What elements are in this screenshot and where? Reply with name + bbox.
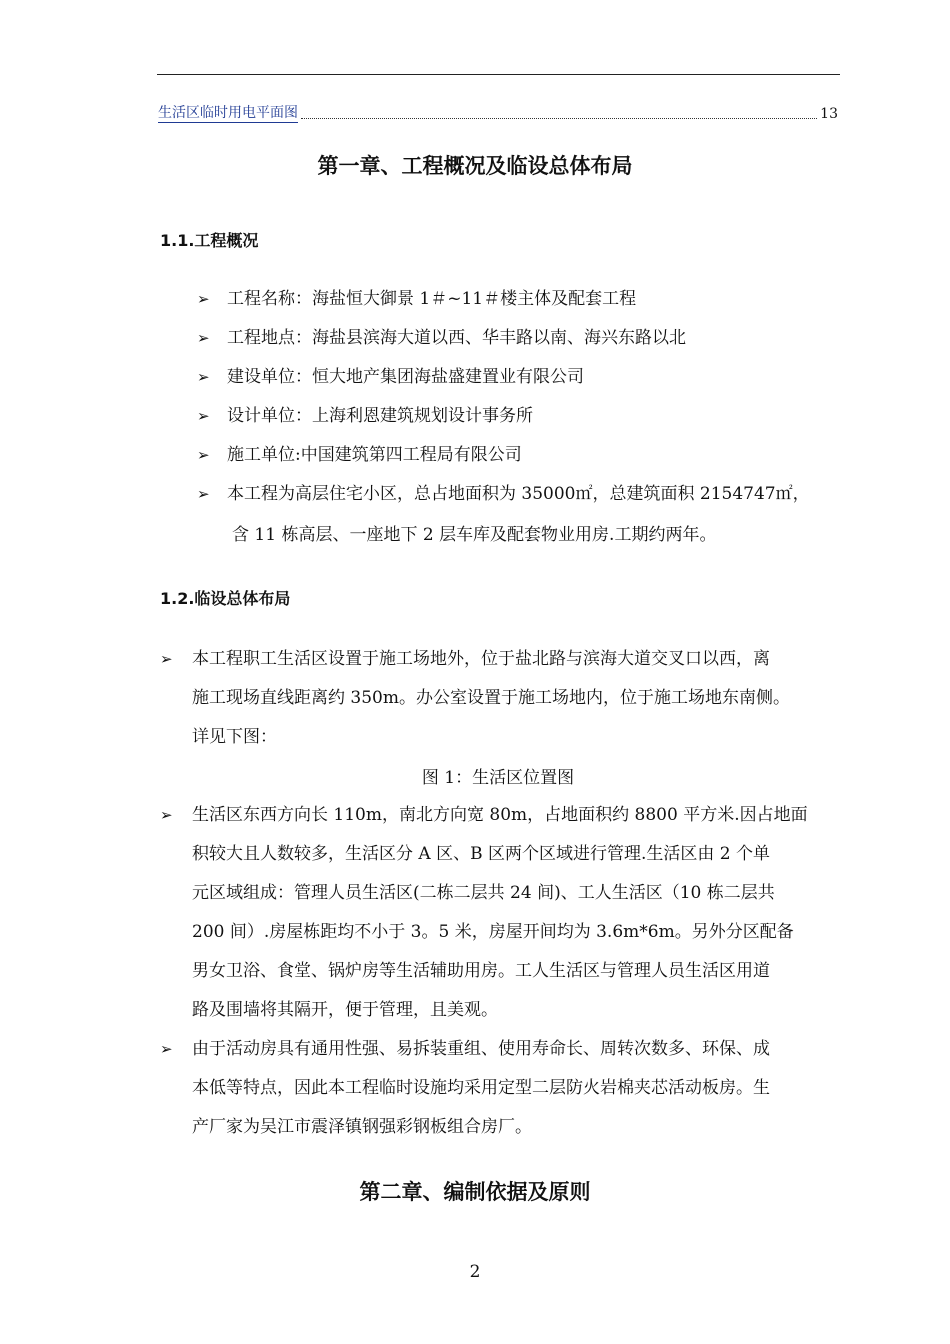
arrow-bullet-icon: ➢ [160, 1040, 173, 1058]
project-scope-continuation: 含 11 栋高层、一座地下 2 层车库及配套物业用房.工期约两年。 [232, 525, 717, 545]
designer-item: 设计单位：上海利恩建筑规划设计事务所 [227, 406, 533, 426]
arrow-bullet-icon: ➢ [197, 446, 210, 464]
toc-page-number: 13 [820, 106, 838, 122]
arrow-bullet-icon: ➢ [160, 650, 173, 668]
section-1-1-title: 1.1.工程概况 [160, 231, 259, 250]
section-1-2-title: 1.2.临设总体布局 [160, 589, 291, 608]
toc-entry[interactable] [158, 101, 838, 123]
paragraph-line: 详见下图： [192, 727, 277, 747]
contractor-item: 施工单位:中国建筑第四工程局有限公司 [227, 445, 522, 465]
arrow-bullet-icon: ➢ [197, 290, 210, 308]
living-area-size-paragraph [192, 796, 842, 1030]
page-number: 2 [469, 1262, 481, 1282]
project-scope-item: 本工程为高层住宅小区，总占地面积为 35000㎡，总建筑面积 2154747㎡， [227, 484, 810, 504]
arrow-bullet-icon: ➢ [197, 368, 210, 386]
paragraph-line: 路及围墙将其隔开，便于管理，且美观。 [192, 1000, 498, 1020]
prefab-housing-paragraph [192, 1030, 842, 1147]
header-rule [157, 74, 840, 75]
arrow-bullet-icon: ➢ [197, 485, 210, 503]
living-area-paragraph [192, 640, 842, 757]
arrow-bullet-icon: ➢ [197, 407, 210, 425]
project-location-item: 工程地点：海盐县滨海大道以西、华丰路以南、海兴东路以北 [227, 328, 686, 348]
arrow-bullet-icon: ➢ [197, 329, 210, 347]
paragraph-line: 元区域组成：管理人员生活区(二栋二层共 24 间)、工人生活区（10 栋二层共 [192, 883, 775, 903]
paragraph-line: 本低等特点，因此本工程临时设施均采用定型二层防火岩棉夹芯活动板房。生 [192, 1078, 770, 1098]
paragraph-line: 男女卫浴、食堂、锅炉房等生活辅助用房。工人生活区与管理人员生活区用道 [192, 961, 770, 981]
paragraph-line: 本工程职工生活区设置于施工场地外，位于盐北路与滨海大道交叉口以西，离 [192, 649, 770, 669]
chapter-2-title: 第二章、编制依据及原则 [359, 1180, 591, 1204]
toc-entry-link[interactable]: 生活区临时用电平面图 [158, 105, 298, 121]
arrow-bullet-icon: ➢ [160, 806, 173, 824]
paragraph-line: 积较大且人数较多，生活区分 A 区、B 区两个区域进行管理.生活区由 2 个单 [192, 844, 771, 864]
project-name-item: 工程名称：海盐恒大御景 1＃~11＃楼主体及配套工程 [227, 289, 637, 309]
paragraph-line: 生活区东西方向长 110m，南北方向宽 80m，占地面积约 8800 平方米.因占地面 [192, 805, 808, 825]
paragraph-line: 由于活动房具有通用性强、易拆装重组、使用寿命长、周转次数多、环保、成 [192, 1039, 770, 1059]
toc-leader-dots [301, 118, 817, 119]
figure-caption: 图 1：生活区位置图 [421, 768, 575, 788]
paragraph-line: 施工现场直线距离约 350m。办公室设置于施工场地内，位于施工场地东南侧。 [192, 688, 790, 708]
paragraph-line: 200 间）.房屋栋距均不小于 3。5 米，房屋开间均为 3.6m*6m。另外分区配备 [192, 922, 794, 942]
chapter-1-title: 第一章、工程概况及临设总体布局 [317, 154, 633, 178]
owner-item: 建设单位：恒大地产集团海盐盛建置业有限公司 [227, 367, 584, 387]
paragraph-line: 产厂家为吴江市震泽镇钢强彩钢板组合房厂。 [192, 1117, 532, 1137]
